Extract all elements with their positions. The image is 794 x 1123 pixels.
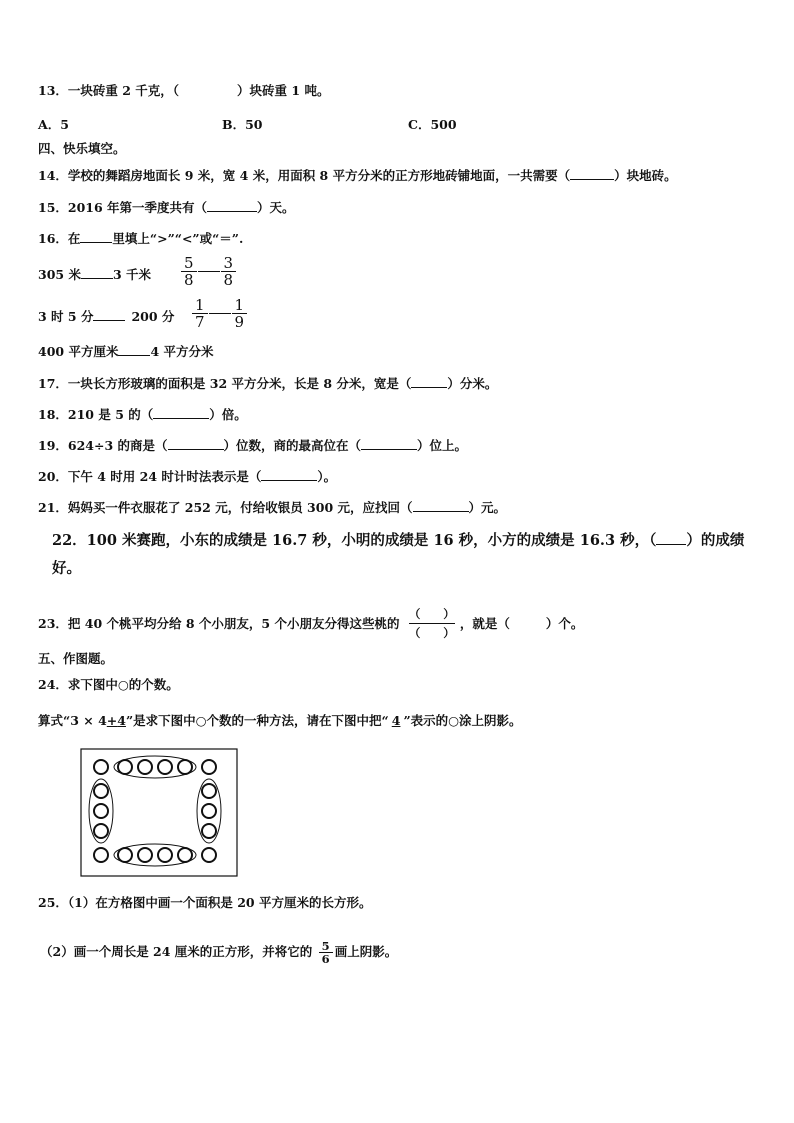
q16-row1-blank[interactable] — [81, 266, 113, 279]
circle-mark[interactable] — [202, 824, 216, 838]
q24-formula-end: ”表示的○涂上阴影。 — [403, 713, 522, 728]
q16-fraction-compare-1 — [181, 255, 236, 288]
group-oval — [89, 779, 113, 843]
q24-formula-plus: + — [106, 713, 118, 728]
q14-text-end: ）块地砖。 — [614, 168, 677, 183]
q16-text-end: 里填上“>”“<”或“＝”. — [112, 231, 244, 246]
circle-mark[interactable] — [158, 848, 172, 862]
q22-text-start: 22．100 米赛跑，小东的成绩是 16.7 秒，小明的成绩是 16 秒，小方的成绩是 16.3 秒，（ — [52, 532, 657, 549]
q15-text-end: ）天。 — [257, 200, 295, 215]
circle-square-figure[interactable] — [80, 748, 240, 878]
group-oval — [197, 779, 221, 843]
q22-blank[interactable] — [656, 530, 686, 545]
question-19 — [38, 437, 467, 454]
circle-mark[interactable] — [94, 804, 108, 818]
question-21 — [38, 499, 506, 516]
circle-mark[interactable] — [94, 760, 108, 774]
q17-text-end: ）分米。 — [447, 376, 498, 391]
q18-text-end: ）倍。 — [209, 407, 247, 422]
question-24-title: 24．求下图中○的个数。 — [38, 677, 179, 692]
q16-row3-right-value: 4 平方分米 — [150, 344, 214, 359]
question-13 — [38, 83, 329, 99]
q14-blank[interactable] — [570, 167, 614, 180]
section-four-heading: 四、快乐填空。 — [38, 141, 126, 156]
q13-text-start: 13．一块砖重 2 千克，（ — [38, 83, 180, 98]
q16-row1-left — [38, 266, 151, 283]
q23-text-mid: ，就是（ — [459, 616, 510, 631]
q25-part2-start: （2）画一个周长是 24 厘米的正方形，并将它的 — [40, 944, 313, 959]
q24-formula-four-ref: 4 — [391, 713, 401, 728]
q19-text-start: 19．624÷3 的商是（ — [38, 438, 168, 453]
q17-blank[interactable] — [411, 375, 447, 388]
circle-mark[interactable] — [178, 760, 192, 774]
q19-blank-1[interactable] — [168, 437, 224, 450]
circle-mark[interactable] — [202, 804, 216, 818]
q23-text-start: 23．把 40 个桃平均分给 8 个小朋友，5 个小朋友分得这些桃的 — [38, 616, 400, 631]
q18-text-start: 18．210 是 5 的（ — [38, 407, 154, 422]
circle-mark[interactable] — [178, 848, 192, 862]
q16-row2-blank[interactable] — [93, 308, 125, 321]
q24-formula-four: 4 — [117, 713, 126, 728]
q20-text-end: ）。 — [317, 469, 337, 484]
q23-fraction-blank[interactable]: $\frac{( )}{( )}$ — [408, 607, 455, 640]
q16-fraction-compare-2 — [192, 297, 247, 330]
question-14 — [38, 167, 677, 184]
q24-formula-mid: ”是求下图中○个数的一种方法，请在下图中把“ — [125, 713, 389, 728]
q22-text-end: ）的成绩 — [686, 532, 745, 549]
circle-mark[interactable] — [118, 848, 132, 862]
q25-part2-end: 画上阴影。 — [334, 944, 398, 959]
q17-text-start: 17．一块长方形玻璃的面积是 32 平方分米，长是 8 分米，宽是（ — [38, 376, 412, 391]
question-22-line2: 好。 — [52, 560, 81, 577]
q13-option-c[interactable]: C．500 — [408, 117, 457, 132]
q13-option-b[interactable]: B．50 — [222, 117, 263, 132]
group-oval — [114, 756, 196, 778]
q16-frac2-blank[interactable] — [209, 313, 231, 314]
q19-blank-2[interactable] — [361, 437, 417, 450]
q16-sample-blank — [80, 230, 112, 243]
q15-blank[interactable] — [207, 199, 257, 212]
circle-mark[interactable] — [138, 760, 152, 774]
q16-row3 — [38, 343, 214, 360]
q20-blank[interactable] — [261, 468, 317, 481]
q19-text-mid: ）位数，商的最高位在（ — [223, 438, 362, 453]
q24-formula-start: 算式“3 × 4 — [38, 713, 107, 728]
q16-row3-blank[interactable] — [118, 343, 150, 356]
q14-text-start: 14．学校的舞蹈房地面长 9 米，宽 4 米，用面积 8 平方分米的正方形地砖铺地面，一共需要（ — [38, 168, 571, 183]
q13-option-a[interactable]: A．5 — [38, 117, 69, 132]
question-15 — [38, 199, 295, 216]
fraction-5-8: $\frac{5}{8}$ — [181, 255, 197, 288]
fraction-1-9: $\frac{1}{9}$ — [232, 297, 248, 330]
fraction-5-6: $\frac{5}{6}$ — [319, 940, 333, 965]
circle-mark[interactable] — [94, 848, 108, 862]
question-24-formula — [38, 713, 522, 729]
q21-text-start: 21．妈妈买一件衣服花了 252 元，付给收银员 300 元，应找回（ — [38, 500, 413, 515]
circle-mark[interactable] — [94, 824, 108, 838]
circle-mark[interactable] — [202, 760, 216, 774]
circle-mark[interactable] — [118, 760, 132, 774]
question-17 — [38, 375, 497, 392]
question-22-line1 — [52, 530, 744, 549]
q16-row1-right-value: 3 千米 — [112, 267, 152, 282]
q19-text-end: ）位上。 — [417, 438, 468, 453]
question-25-part1: 25．（1）在方格图中画一个面积是 20 平方厘米的长方形。 — [38, 895, 372, 910]
question-20 — [38, 468, 336, 485]
fraction-1-7: $\frac{1}{7}$ — [192, 297, 208, 330]
circle-mark[interactable] — [202, 848, 216, 862]
question-16 — [38, 230, 243, 247]
circle-mark[interactable] — [158, 760, 172, 774]
q16-row2-left — [38, 308, 174, 325]
q18-blank[interactable] — [153, 406, 209, 419]
q16-row3-left-value: 400 平方厘米 — [38, 344, 119, 359]
q21-text-end: ）元。 — [468, 500, 507, 515]
q13-text-end: ）块砖重 1 吨。 — [237, 83, 330, 98]
q20-text-start: 20．下午 4 时用 24 时计时法表示是（ — [38, 469, 262, 484]
circle-mark[interactable] — [138, 848, 152, 862]
q15-text-start: 15．2016 年第一季度共有（ — [38, 200, 208, 215]
q16-row2-right-value: 200 分 — [131, 309, 175, 324]
question-18 — [38, 406, 247, 423]
circle-mark[interactable] — [94, 784, 108, 798]
circle-mark[interactable] — [202, 784, 216, 798]
fraction-3-8: $\frac{3}{8}$ — [221, 255, 237, 288]
section-five-heading: 五、作图题。 — [38, 651, 114, 666]
q16-row2-left-value: 3 时 5 分 — [38, 309, 94, 324]
q16-text-start: 16．在 — [38, 231, 81, 246]
q23-text-end: ）个。 — [545, 616, 584, 631]
q16-frac1-blank[interactable] — [198, 271, 220, 272]
q21-blank[interactable] — [413, 499, 469, 512]
question-25-part2 — [40, 940, 397, 965]
q16-row1-left-value: 305 米 — [38, 267, 81, 282]
group-oval — [114, 844, 196, 866]
question-23 — [38, 609, 583, 640]
